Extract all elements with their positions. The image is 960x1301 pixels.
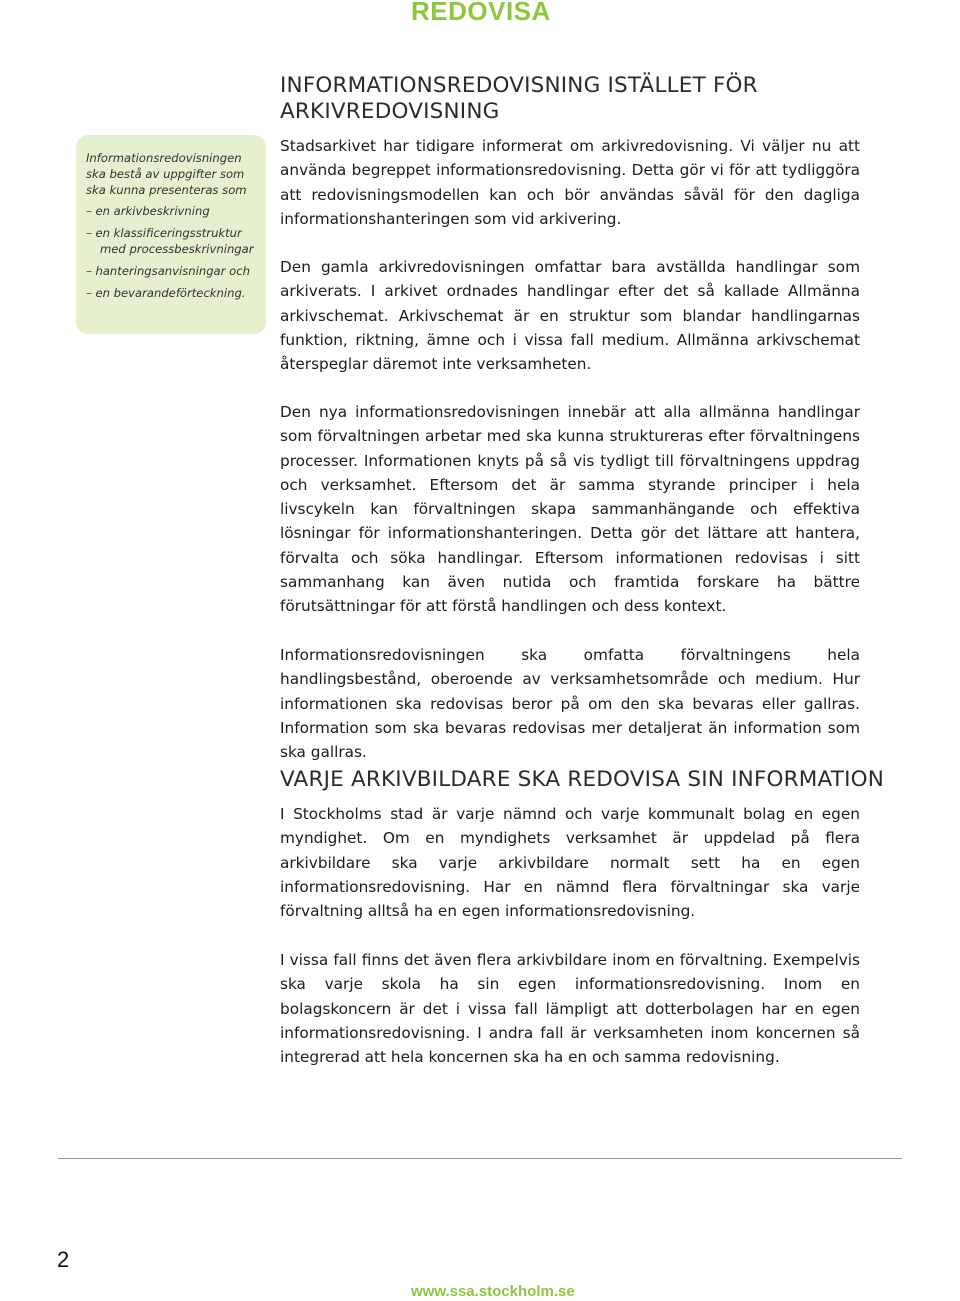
sidebar-list-item: – hanteringsanvisningar och — [86, 264, 250, 278]
body-paragraph: I vissa fall finns det även flera arkivbildare inom en förvaltning. Exempelvis ska varje skola ha sin egen informationsredovisning. Inom en bolagskoncern är det i vissa fall lämpligt att dotterbolagen har en egen informationsredovisning. I andra fall är verksamheten inom koncernen så integrerad att hela koncernen ska ha en och samma redovisning. — [280, 951, 860, 1067]
section-heading-arkivbildare: VARJE ARKIVBILDARE SKA REDOVISA SIN INFORMATION — [280, 767, 885, 792]
sidebar-intro: Informationsredovisningen ska bestå av uppgifter som ska kunna presenteras som — [86, 151, 247, 197]
section-label: REDOVISA — [411, 0, 551, 26]
body-paragraph: I Stockholms stad är varje nämnd och varje kommunalt bolag en egen myndighet. Om en myndighets verksamhet är uppdelad på flera arkivbildare ska varje arkivbildare normalt sett ha en egen informationsredovisning. Har en nämnd flera förvaltningar ska varje förvaltning alltså ha en egen informationsredovisning. — [280, 805, 860, 921]
sidebar-list — [86, 203, 260, 301]
sidebar-info-box — [76, 135, 266, 334]
sidebar-list-item: – en arkivbeskrivning — [86, 204, 210, 218]
body-paragraph: Den nya informationsredovisningen innebär att alla allmänna handlingar som förvaltningen arbetar med ska kunna struktureras efter förvaltningens processer. Informationen knyts på så vis tydligt till förvaltningens uppdrag och verksamhet. Eftersom det är samma styrande principer i hela livscykeln kan förvaltningen skapa sammanhängande och effektiva lösningar för informationshanteringen. Detta gör det lättare att hantera, förvalta och söka handlingar. Eftersom informationen redovisas i sitt sammanhang kan även nutida och framtida forskare ha bättre förutsättningar för att förstå handlingen och dess kontext. — [280, 403, 860, 616]
page-number: 2 — [57, 1247, 70, 1272]
section-heading-informationsredovisning: INFORMATIONSREDOVISNING ISTÄLLET FÖR ARKIVREDOVISNING — [280, 73, 758, 124]
footer-divider — [58, 1158, 902, 1159]
sidebar-list-item: – en bevarandeförteckning. — [86, 286, 246, 300]
sidebar-list-item: – en klassificeringsstruktur med processbeskrivningar — [86, 226, 254, 256]
body-paragraph: Den gamla arkivredovisningen omfattar bara avställda handlingar som arkiverats. I arkivet ordnades handlingar efter det så kallade Allmänna arkivschemat. Arkivschemat är en struktur som blandar handlingarnas funktion, riktning, ämne och i vissa fall medium. Allmänna arkivschemat återspeglar däremot inte verksamheten. — [280, 258, 860, 374]
body-paragraph: Informationsredovisningen ska omfatta förvaltningens hela handlingsbestånd, oberoende av verksamhetsområde och medium. Hur informationen ska redovisas beror på om den ska bevaras eller gallras. Information som ska bevaras redovisas mer detaljerat än information som ska gallras. — [280, 646, 860, 762]
body-paragraph: Stadsarkivet har tidigare informerat om arkivredovisning. Vi väljer nu att använda begreppet informationsredovisning. Detta gör vi för att tydliggöra att redovisningsmodellen kan och bör användas såväl för den dagliga informationshanteringen som vid arkivering. — [280, 137, 860, 228]
footer-website-link[interactable]: www.ssa.stockholm.se — [411, 1283, 575, 1300]
